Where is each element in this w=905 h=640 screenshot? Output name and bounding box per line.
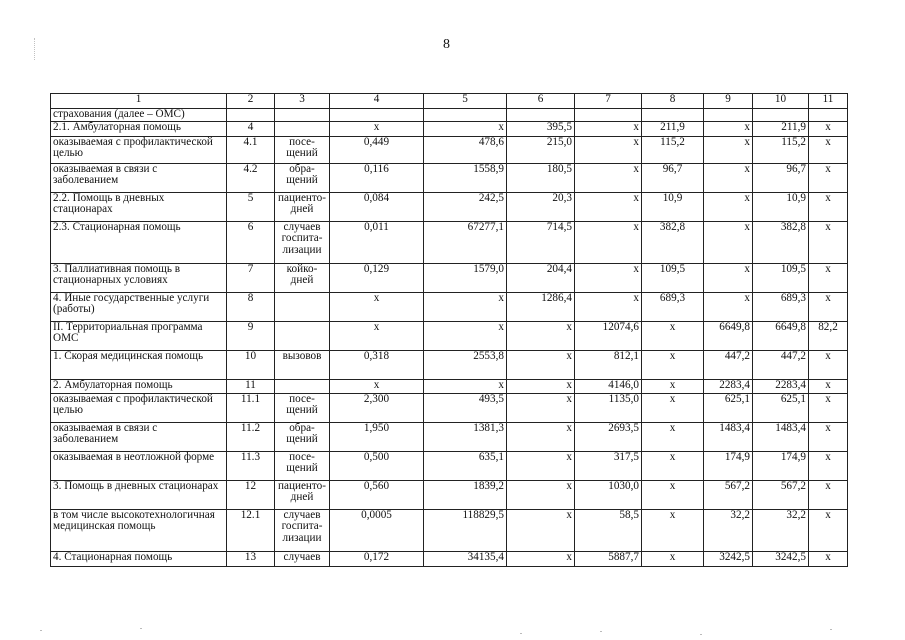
table-row [51,393,848,422]
table-cell: 109,5 [642,263,704,292]
table-cell: обра-щений [275,422,330,451]
table-cell: 10,9 [753,192,809,221]
table-cell: x [809,163,848,192]
table-cell: 2.3. Стационарная помощь [51,221,227,263]
margin-mark [34,38,41,60]
table-row [51,350,848,379]
table-cell: 1286,4 [507,292,575,321]
table-row [51,263,848,292]
table-cell: 3242,5 [753,551,809,566]
table-cell: 382,8 [753,221,809,263]
table-cell: x [809,422,848,451]
table-cell: x [330,292,424,321]
table-cell: x [809,509,848,551]
table-cell: 211,9 [642,121,704,136]
table-cell: 635,1 [424,451,507,480]
table-cell: x [642,350,704,379]
table-cell: оказываемая в неотложной форме [51,451,227,480]
table-cell: 0,500 [330,451,424,480]
table-cell: 1381,3 [424,422,507,451]
table-cell: x [330,121,424,136]
table-cell: 10,9 [642,192,704,221]
table-cell: 2,300 [330,393,424,422]
table-cell: x [507,509,575,551]
table-cell: 447,2 [753,350,809,379]
table-cell [704,109,753,122]
table-row [51,121,848,136]
table-cell: 12 [227,480,275,509]
column-header: 7 [575,94,642,109]
header-row [51,94,848,109]
table-cell: x [704,163,753,192]
table-cell [642,109,704,122]
table-cell: 11.2 [227,422,275,451]
table-cell: 4.2 [227,163,275,192]
table-row [51,292,848,321]
table-cell: x [575,121,642,136]
table-row [51,422,848,451]
table-cell: 96,7 [642,163,704,192]
column-header: 5 [424,94,507,109]
table-cell: 174,9 [753,451,809,480]
table-cell: 382,8 [642,221,704,263]
table-cell: x [507,451,575,480]
table-cell [275,292,330,321]
table-cell: x [507,393,575,422]
column-header: 1 [51,94,227,109]
table-cell: посе-щений [275,136,330,163]
table-cell: страхования (далее – ОМС) [51,109,227,122]
table-cell: посе-щений [275,393,330,422]
table-cell: 174,9 [704,451,753,480]
table-cell: 96,7 [753,163,809,192]
table-cell [275,121,330,136]
table-cell: x [642,551,704,566]
table-cell [424,109,507,122]
table-cell: 13 [227,551,275,566]
table-cell [507,109,575,122]
table-cell: оказываемая в связи с заболеванием [51,422,227,451]
table-cell: x [575,263,642,292]
table-cell: x [642,379,704,393]
table-cell: 32,2 [704,509,753,551]
scan-speck [830,629,832,630]
table-cell: x [424,292,507,321]
table-cell: 0,084 [330,192,424,221]
table-cell: обра-щений [275,163,330,192]
table-cell: 12.1 [227,509,275,551]
table-cell: x [575,163,642,192]
table-row [51,451,848,480]
table-cell: 317,5 [575,451,642,480]
table-cell: x [809,551,848,566]
table-cell: x [809,350,848,379]
table-cell: x [809,121,848,136]
table-cell: 1,950 [330,422,424,451]
table-cell: 0,449 [330,136,424,163]
table-cell: 10 [227,350,275,379]
scan-speck [700,634,702,635]
table-cell: 689,3 [642,292,704,321]
table-cell: 2283,4 [753,379,809,393]
table-cell: посе-щений [275,451,330,480]
table-cell [575,109,642,122]
table-cell: 180,5 [507,163,575,192]
table-cell: 1135,0 [575,393,642,422]
table-cell: x [424,321,507,350]
table-cell: пациенто-дней [275,480,330,509]
table-cell: x [704,136,753,163]
table-cell: x [809,192,848,221]
table-cell: оказываемая с профилактической целью [51,393,227,422]
table-cell: 3. Паллиативная помощь в стационарных условиях [51,263,227,292]
column-header: 4 [330,94,424,109]
table-cell: 0,129 [330,263,424,292]
table-cell: 5887,7 [575,551,642,566]
table-cell: 211,9 [753,121,809,136]
table-cell: 2693,5 [575,422,642,451]
table-cell: 6 [227,221,275,263]
table-cell: 493,5 [424,393,507,422]
table-cell: x [642,480,704,509]
table-cell [227,109,275,122]
table-row [51,509,848,551]
table-cell: 4.1 [227,136,275,163]
table-cell: 4 [227,121,275,136]
table-cell: пациенто-дней [275,192,330,221]
table-cell: 58,5 [575,509,642,551]
table-cell [330,109,424,122]
table-row [51,321,848,350]
table-cell: 6649,8 [704,321,753,350]
table-cell: 82,2 [809,321,848,350]
column-header: 3 [275,94,330,109]
table-cell: 67277,1 [424,221,507,263]
table-cell [275,379,330,393]
table-cell: 32,2 [753,509,809,551]
table-cell: 478,6 [424,136,507,163]
scan-speck [520,633,522,634]
table-cell: 2.2. Помощь в дневных стационарах [51,192,227,221]
table-cell: x [809,451,848,480]
table-cell: 11.3 [227,451,275,480]
table-cell: 1839,2 [424,480,507,509]
table-cell: случаев госпита-лизации [275,509,330,551]
table-cell: 3242,5 [704,551,753,566]
table-cell: 2.1. Амбулаторная помощь [51,121,227,136]
table-cell: 567,2 [704,480,753,509]
table-cell: 0,560 [330,480,424,509]
table-cell: 1483,4 [704,422,753,451]
table-cell: x [507,321,575,350]
table-cell: x [809,379,848,393]
table-cell: x [575,221,642,263]
table-row [51,192,848,221]
table-cell: 20,3 [507,192,575,221]
table-row [51,136,848,163]
table-cell: x [642,422,704,451]
table-cell: x [704,121,753,136]
table-cell: x [507,551,575,566]
table-cell: 714,5 [507,221,575,263]
table-cell [275,109,330,122]
table-cell: 2283,4 [704,379,753,393]
page-number: 8 [443,37,450,52]
table-cell: 1579,0 [424,263,507,292]
table-cell: 625,1 [753,393,809,422]
column-header: 11 [809,94,848,109]
table-cell: x [507,350,575,379]
table-cell: x [704,292,753,321]
scan-speck [40,630,42,631]
table-cell: 1. Скорая медицинская помощь [51,350,227,379]
table-cell: x [809,136,848,163]
table-cell: 11 [227,379,275,393]
table-cell: x [330,379,424,393]
table-cell [275,321,330,350]
table-cell: 9 [227,321,275,350]
table-cell: x [809,480,848,509]
table-cell: x [642,451,704,480]
table-cell: 0,318 [330,350,424,379]
table-cell: 2553,8 [424,350,507,379]
table-cell: x [809,263,848,292]
table-cell: 567,2 [753,480,809,509]
table-cell: x [424,121,507,136]
table-cell: 625,1 [704,393,753,422]
table-cell: 1030,0 [575,480,642,509]
table-cell: вызовов [275,350,330,379]
table-cell: 0,011 [330,221,424,263]
table-cell: 4. Стационарная помощь [51,551,227,566]
table-cell: 215,0 [507,136,575,163]
table-cell: x [642,321,704,350]
table-cell: x [330,321,424,350]
table-cell: x [575,136,642,163]
table-cell: 34135,4 [424,551,507,566]
table-cell: 4. Иные государственные услуги (работы) [51,292,227,321]
table-cell: x [507,480,575,509]
table-cell: оказываемая в связи с заболеванием [51,163,227,192]
table-cell: 12074,6 [575,321,642,350]
table-cell: x [424,379,507,393]
table-cell: 447,2 [704,350,753,379]
table-cell: x [809,292,848,321]
table-cell: 0,0005 [330,509,424,551]
table-cell: x [642,393,704,422]
table-row [51,163,848,192]
table-cell: 689,3 [753,292,809,321]
table-cell: 1558,9 [424,163,507,192]
table-cell: 2. Амбулаторная помощь [51,379,227,393]
table-cell: 6649,8 [753,321,809,350]
table-cell: 204,4 [507,263,575,292]
table-cell: x [704,263,753,292]
table-cell: x [704,221,753,263]
table-cell: x [809,221,848,263]
table-cell [809,109,848,122]
table-row [51,551,848,566]
table-cell: 4146,0 [575,379,642,393]
scan-speck [600,631,602,632]
table-cell [753,109,809,122]
data-table [50,93,848,567]
column-header: 6 [507,94,575,109]
table-cell: x [642,509,704,551]
column-header: 10 [753,94,809,109]
column-header: 9 [704,94,753,109]
table-cell: 5 [227,192,275,221]
table-cell: x [575,192,642,221]
table-cell: 0,172 [330,551,424,566]
table-cell: 0,116 [330,163,424,192]
table-cell: 115,2 [642,136,704,163]
table-cell: 7 [227,263,275,292]
table-cell: оказываемая с профилактической целью [51,136,227,163]
table-cell: 812,1 [575,350,642,379]
table-cell: 8 [227,292,275,321]
scan-speck [140,628,142,629]
table-row [51,109,848,122]
table-cell: x [575,292,642,321]
table-cell: x [809,393,848,422]
table-cell: x [507,422,575,451]
table-cell: 1483,4 [753,422,809,451]
table-cell: случаев госпита-лизации [275,221,330,263]
column-header: 2 [227,94,275,109]
table-cell: 118829,5 [424,509,507,551]
table-cell: 395,5 [507,121,575,136]
table-cell: 242,5 [424,192,507,221]
table-cell: 11.1 [227,393,275,422]
table-cell: 109,5 [753,263,809,292]
table-cell: в том числе высокотехнологичная медицинская помощь [51,509,227,551]
table-cell: x [507,379,575,393]
table-cell: 115,2 [753,136,809,163]
table-cell: II. Территориальная программа ОМС [51,321,227,350]
table-row [51,480,848,509]
table-cell: x [704,192,753,221]
column-header: 8 [642,94,704,109]
table-cell: 3. Помощь в дневных стационарах [51,480,227,509]
table-row [51,379,848,393]
table-cell: случаев [275,551,330,566]
table-row [51,221,848,263]
table-cell: койко-дней [275,263,330,292]
